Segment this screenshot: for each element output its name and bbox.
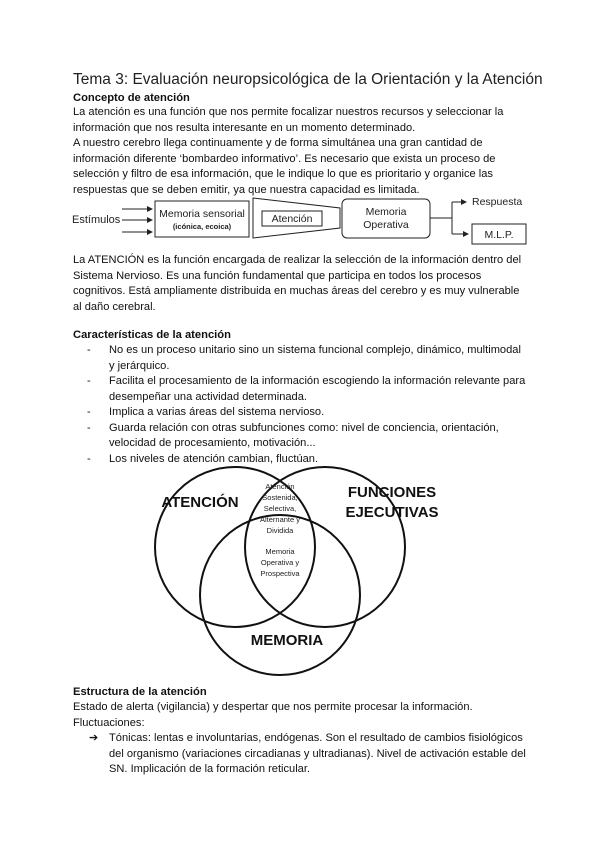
venn-diagram [140, 465, 460, 685]
atencion-definition-paragraph [73, 253, 521, 315]
venn-circle-memoria [200, 515, 360, 675]
list-item-line: Implica a varias áreas del sistema nervioso. [109, 406, 325, 418]
venn-center-text: Memoria [265, 547, 295, 556]
text-line: La atención es una función que nos permite focalizar nuestros recursos y seleccionar la [73, 106, 504, 118]
list-item-line: Los niveles de atención cambian, fluctúan. [109, 452, 319, 465]
dash-bullet: - [87, 406, 91, 418]
text-line: cognitivos. Está ampliamente distribuida en muchas áreas del cerebro y es muy vulnerable [73, 285, 520, 297]
list-item-line: desempeñar una actividad determinada. [109, 390, 307, 403]
text-line: información diferente ‘bombardeo informativo’. Es necesario que exista un proceso de [73, 152, 496, 165]
dash-bullet: - [87, 421, 91, 434]
section-heading-estructura: Estructura de la atención [73, 686, 207, 698]
list-item-line: Facilita el procesamiento de la información escogiendo la información relevante para [109, 375, 526, 387]
list-item-line: Tónicas: lentas e involuntarias, endógenas. Son el resultado de cambios fisiológicos [109, 732, 523, 744]
list-item [87, 405, 529, 421]
estimulos-label: Estímulos [72, 214, 121, 226]
section-heading-caracteristicas: Características de la atención [73, 329, 231, 341]
list-item-line: SN. Implicación de la formación reticular. [109, 763, 311, 775]
venn-center-text: Operativa y [260, 558, 300, 567]
respuesta-label: Respuesta [472, 196, 523, 208]
mlp-label: M.L.P. [484, 229, 514, 241]
list-item [87, 343, 529, 374]
text-line: Sistema Nervioso. Es una función fundamental que participa en todos los procesos [73, 269, 482, 282]
venn-overlap-text: Selectiva, [263, 504, 297, 513]
text-line: A nuestro cerebro llega continuamente y de forma simultánea una gran cantidad de [73, 137, 483, 149]
memoria-sensorial-label: Memoria sensorial [159, 208, 245, 220]
memoria-label: Memoria [365, 206, 407, 218]
venn-overlap-text: Atención [265, 482, 295, 491]
text-line: selección y filtro de esa información, que le indique lo que es prioritario y organice las [73, 168, 493, 180]
venn-overlap-text: Alternante y [259, 515, 301, 524]
attention-flow-diagram [70, 190, 530, 250]
list-item [89, 731, 534, 778]
venn-overlap-text: Dividida [266, 526, 294, 535]
list-item-line: Guarda relación con otras subfunciones como: nivel de conciencia, orientación, [109, 421, 499, 434]
iconica-label: (icónica, ecoica) [172, 222, 232, 231]
dash-bullet: - [87, 452, 91, 465]
venn-label-funciones: FUNCIONES [347, 484, 437, 501]
concepto-paragraph [73, 105, 503, 198]
estructura-paragraph [73, 700, 473, 731]
text-line: Estado de alerta (vigilancia) y despertar que nos permite procesar la información. [73, 701, 473, 713]
venn-label-memoria: MEMORIA [250, 632, 324, 649]
operativa-label: Operativa [363, 219, 409, 231]
venn-label-atencion: ATENCIÓN [161, 494, 239, 511]
page-title: Tema 3: Evaluación neuropsicológica de la Orientación y la Atención [73, 71, 543, 88]
list-item [87, 421, 529, 452]
dash-bullet: - [87, 375, 91, 387]
text-line: al daño cerebral. [73, 300, 156, 313]
caracteristicas-list [87, 343, 529, 467]
text-line: La ATENCIÓN es la función encargada de realizar la selección de la información dentro del [73, 254, 522, 266]
venn-label-ejecutivas: EJECUTIVAS [345, 504, 439, 521]
list-item [87, 374, 529, 405]
venn-overlap-text: Sostenida, [262, 493, 298, 502]
list-item-line: velocidad de procesamiento, motivación... [109, 437, 316, 449]
text-line: información que nos resulta interesante en un momento determinado. [73, 121, 416, 134]
list-item-line: No es un proceso unitario sino un sistema funcional complejo, dinámico, multimodal [109, 344, 521, 356]
section-heading-concepto: Concepto de atención [73, 92, 190, 104]
dash-bullet: - [87, 344, 91, 356]
fluctuaciones-list [89, 731, 534, 778]
arrow-bullet-icon: ➔ [89, 732, 99, 744]
venn-center-text: Prospectiva [260, 569, 300, 578]
list-item-line: y jerárquico. [109, 359, 170, 372]
text-line: respuestas que se deben emitir, ya que nuestra capacidad es limitada. [73, 183, 420, 196]
atencion-label: Atención [271, 213, 313, 225]
list-item-line: del organismo (variaciones circadianas y ultradianas). Nivel de activación estable del [109, 747, 526, 760]
text-line: Fluctuaciones: [73, 716, 145, 729]
